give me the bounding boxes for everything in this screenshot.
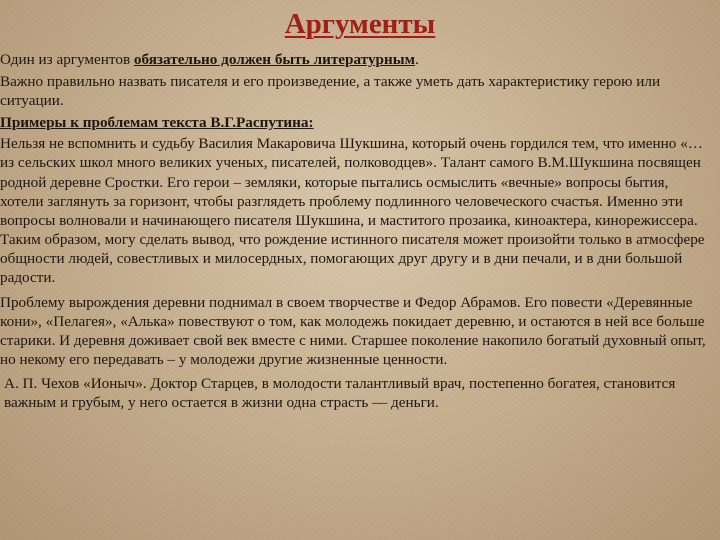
chekhov-paragraph: А. П. Чехов «Ионыч». Доктор Старцев, в молодости талантливый врач, постепенно богатея, становится важным и грубым, у него остается в жизни одна страсть — деньги. bbox=[4, 374, 676, 411]
abramov-paragraph: Проблему вырождения деревни поднимал в своем творчестве и Федор Абрамов. Его повести «Деревянные кони», «Пелагея», «Алька» повествуют о том, как молодежь покидает деревню, и остаются в ней все больше старики. И деревня доживает свой век вместе с ними. Старшее поколение накопило богатый духовный опыт, но некому его передавать – у молодежи другие жизненные ценности. bbox=[0, 294, 706, 369]
intro-emphasis: обязательно должен быть литературным bbox=[133, 51, 415, 68]
slide-title: Аргументы bbox=[284, 8, 436, 40]
intro-suffix: . bbox=[414, 51, 419, 68]
examples-heading: Примеры к проблемам текста В.Г.Распутина: bbox=[0, 114, 314, 132]
intro-prefix: Один из аргументов bbox=[0, 51, 134, 68]
shukshin-paragraph: Нельзя не вспомнить и судьбу Василия Макаровича Шукшина, который очень гордился тем, что именно «…из сельских школ много великих ученых, писателей, полководцев». Талант самого В.М.Шукшина посвящен родной деревне Сростки. Его герои – земляки, которые пытались осмыслить «вечные» вопросы бытия, хотели заглянуть за горизонт, чтобы разглядеть проблему подлинного человеческого счастья. Именно эти вопросы волновали и начинающего писателя Шукшина, и маститого прозаика, киноактера, кинорежиссера. Таким образом, могу сделать вывод, что рождение истинного писателя может произойти только в атмосфере общности людей, совестливых и милосердных, помогающих друг другу и в дни печали, и в дни большой радости. bbox=[0, 135, 705, 287]
requirement-paragraph: Важно правильно назвать писателя и его произведение, а также уметь дать характеристику герою или ситуации. bbox=[0, 73, 661, 110]
slide-content bbox=[0, 50, 712, 415]
intro-paragraph bbox=[0, 50, 712, 69]
